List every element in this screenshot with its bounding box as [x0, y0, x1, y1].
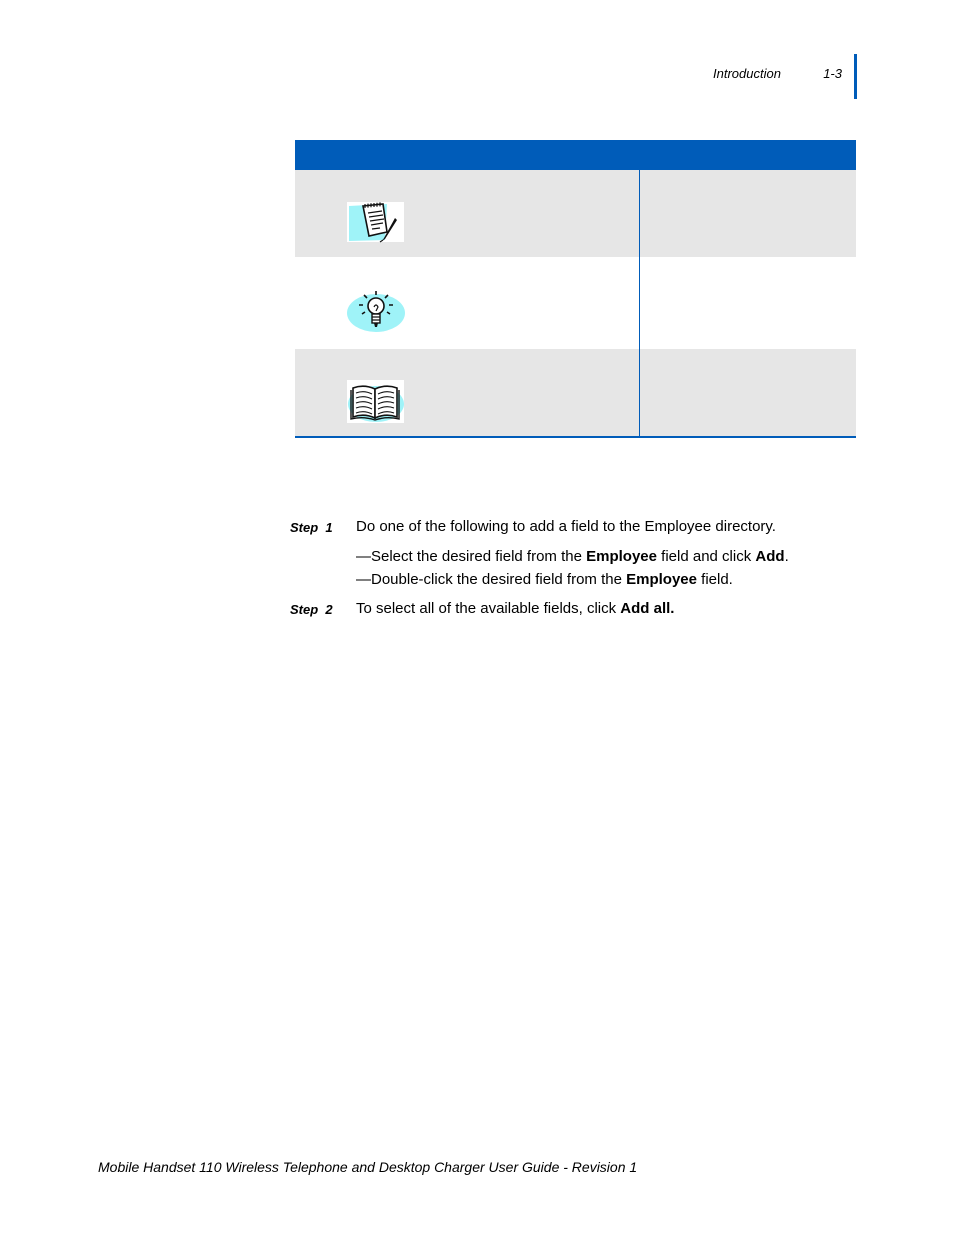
column-divider — [639, 257, 640, 349]
step-1-label: Step 1 — [290, 520, 333, 535]
table-header-bar — [295, 140, 856, 170]
table-row — [295, 257, 856, 349]
step-1-option-2: —Double-click the desired field from the Employee field. — [356, 571, 733, 588]
running-header — [600, 66, 842, 86]
chapter-title: Introduction — [713, 66, 781, 81]
open-book-icon — [347, 380, 405, 424]
icon-conventions-table — [295, 140, 856, 438]
step-1-option-1: —Select the desired field from the Employee field and click Add. — [356, 548, 789, 565]
page-footer: Mobile Handset 110 Wireless Telephone and Desktop Charger User Guide - Revision 1 — [98, 1159, 638, 1175]
page-number: 1-3 — [823, 66, 842, 81]
column-divider — [639, 349, 640, 436]
table-row — [295, 349, 856, 436]
table-bottom-rule — [295, 436, 856, 438]
step-2-text: To select all of the available fields, click Add all. — [356, 600, 675, 617]
table-row — [295, 170, 856, 257]
step-2-label: Step 2 — [290, 602, 333, 617]
step-1-text: Do one of the following to add a field to the Employee directory. — [356, 518, 776, 535]
header-rule — [854, 54, 857, 99]
column-divider — [639, 170, 640, 257]
note-pad-icon — [347, 200, 405, 244]
light-bulb-icon — [347, 289, 405, 333]
